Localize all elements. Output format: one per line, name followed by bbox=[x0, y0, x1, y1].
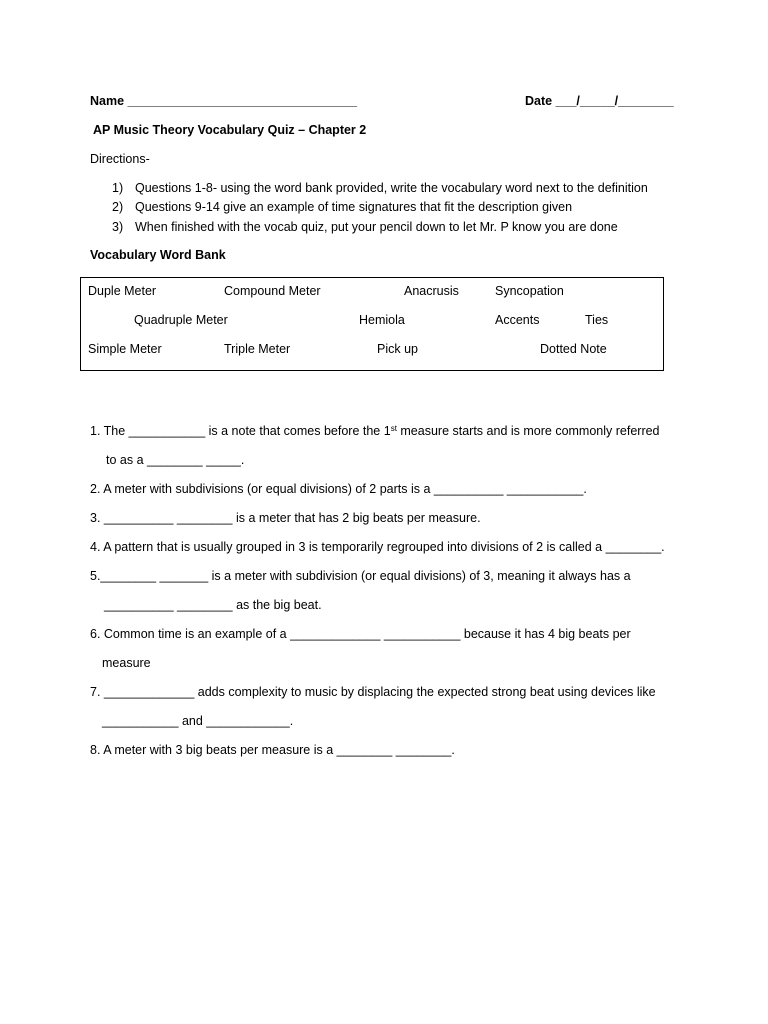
direction-number: 1) bbox=[112, 181, 124, 195]
word-bank-term: Hemiola bbox=[359, 313, 405, 327]
direction-text: Questions 1-8- using the word bank provided, write the vocabulary word next to the definition bbox=[135, 181, 648, 195]
question-text: measure starts and is more commonly referred bbox=[396, 424, 660, 438]
question-text: 1. The ___________ is a note that comes before the 1 bbox=[90, 424, 391, 438]
word-bank-term: Ties bbox=[585, 313, 609, 327]
word-bank-term: Simple Meter bbox=[88, 342, 162, 356]
word-bank-title: Vocabulary Word Bank bbox=[90, 248, 226, 262]
word-bank-term: Pick up bbox=[377, 342, 418, 356]
word-bank-term: Triple Meter bbox=[224, 342, 291, 356]
question-2: 2. A meter with subdivisions (or equal divisions) of 2 parts is a __________ ___________. bbox=[90, 482, 587, 496]
question-1 bbox=[90, 424, 660, 439]
question-1-continuation: to as a ________ _____. bbox=[106, 453, 245, 467]
direction-number: 2) bbox=[112, 200, 124, 214]
directions-label: Directions- bbox=[90, 152, 150, 166]
direction-number: 3) bbox=[112, 220, 124, 234]
word-bank-term: Duple Meter bbox=[88, 284, 157, 298]
direction-text: Questions 9-14 give an example of time signatures that fit the description given bbox=[135, 200, 573, 214]
word-bank-term: Accents bbox=[495, 313, 540, 327]
question-6: 6. Common time is an example of a _____________ ___________ because it has 4 big beats per bbox=[90, 627, 631, 641]
word-bank-term: Quadruple Meter bbox=[134, 313, 228, 327]
question-4: 4. A pattern that is usually grouped in 3 is temporarily regrouped into divisions of 2 is called a ________. bbox=[90, 540, 665, 554]
question-7-continuation: ___________ and ____________. bbox=[102, 714, 294, 728]
word-bank-term: Syncopation bbox=[495, 284, 564, 298]
name-field-line: Name _________________________________ bbox=[90, 94, 357, 108]
question-6-continuation: measure bbox=[102, 656, 151, 670]
word-bank-term: Dotted Note bbox=[540, 342, 607, 356]
word-bank-term: Compound Meter bbox=[224, 284, 321, 298]
direction-text: When finished with the vocab quiz, put your pencil down to let Mr. P know you are done bbox=[135, 220, 618, 234]
question-5-continuation: __________ ________ as the big beat. bbox=[104, 598, 322, 612]
date-field-line: Date ___/_____/________ bbox=[525, 94, 674, 108]
question-8: 8. A meter with 3 big beats per measure is a ________ ________. bbox=[90, 743, 455, 757]
superscript: st bbox=[390, 424, 397, 433]
question-7: 7. _____________ adds complexity to music by displacing the expected strong beat using devices like bbox=[90, 685, 656, 699]
question-3: 3. __________ ________ is a meter that has 2 big beats per measure. bbox=[90, 511, 481, 525]
question-5: 5.________ _______ is a meter with subdivision (or equal divisions) of 3, meaning it always has a bbox=[90, 569, 631, 583]
quiz-title: AP Music Theory Vocabulary Quiz – Chapter 2 bbox=[93, 123, 367, 137]
word-bank-term: Anacrusis bbox=[404, 284, 459, 298]
